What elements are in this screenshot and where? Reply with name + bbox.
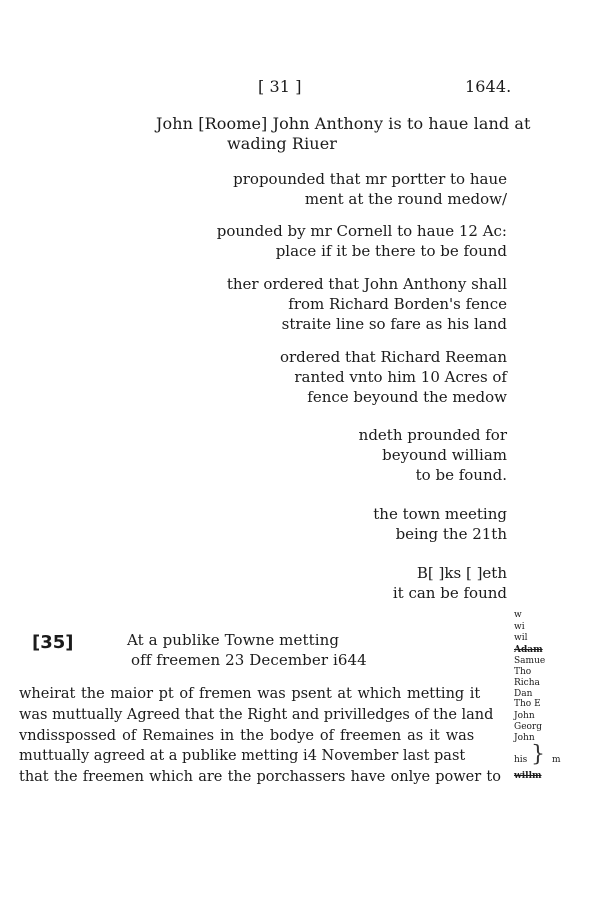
entry-line: wading Riuer: [227, 134, 338, 153]
margin-note: John: [514, 711, 535, 721]
fragment-line: place if it be there to be found: [275, 242, 507, 260]
margin-note: Georg: [514, 722, 542, 732]
fragment-line: B[ ]ks [ ]eth: [416, 564, 507, 582]
fragment-line: ndeth prounded for: [358, 426, 507, 444]
fragment-line: beyound william: [382, 446, 507, 464]
fragment-line: fence beyound the medow: [307, 388, 507, 406]
margin-note: wi: [514, 622, 525, 632]
margin-note: m: [552, 755, 561, 765]
page-year: 1644.: [465, 77, 512, 96]
fragment-line: the town meeting: [373, 505, 507, 523]
body-line: that the freemen which are the porchassers have onlye power to: [19, 769, 501, 785]
section-heading-line: At a publike Towne metting: [127, 631, 340, 649]
body-line: was muttually Agreed that the Right and privilledges of the land: [19, 707, 494, 723]
margin-note: Richa: [514, 678, 540, 688]
margin-brace-icon: }: [531, 742, 545, 767]
body-line: vndisspossed of Remaines in the bodye of freemen as it was: [19, 728, 475, 744]
page-number: [ 31 ]: [258, 77, 302, 96]
section-marker: [35]: [32, 632, 74, 653]
fragment-line: ranted vnto him 10 Acres of: [294, 368, 507, 386]
fragment-line: ther ordered that John Anthony shall: [226, 275, 507, 293]
body-line: wheirat the maior pt of fremen was psent at which metting it: [19, 686, 481, 702]
fragment-line: ordered that Richard Reeman: [279, 348, 507, 366]
margin-note: Tho E: [514, 699, 541, 709]
fragment-line: pounded by mr Cornell to haue 12 Ac:: [216, 222, 507, 240]
margin-note: wil: [514, 633, 528, 643]
fragment-line: propounded that mr portter to haue: [233, 170, 507, 188]
fragment-line: it can be found: [392, 584, 507, 602]
margin-note: his: [514, 755, 528, 765]
fragment-line: being the 21th: [395, 525, 507, 543]
margin-note: Dan: [514, 689, 533, 699]
margin-note: John: [514, 733, 535, 743]
margin-note: Tho: [514, 667, 532, 677]
fragment-line: from Richard Borden's fence: [288, 295, 507, 313]
margin-note: Adam: [514, 645, 543, 655]
section-heading-line: off freemen 23 December i644: [131, 651, 367, 669]
fragment-line: ment at the round medow/: [304, 190, 507, 208]
margin-note: w: [514, 610, 522, 620]
body-line: muttually agreed at a publike metting i4 November last past: [19, 748, 466, 764]
entry-line: John [Roome] John Anthony is to haue land at: [156, 114, 531, 133]
fragment-line: to be found.: [415, 466, 507, 484]
fragment-line: straite line so fare as his land: [281, 315, 507, 333]
margin-note: willm: [514, 771, 542, 781]
margin-note: Samue: [514, 656, 546, 666]
